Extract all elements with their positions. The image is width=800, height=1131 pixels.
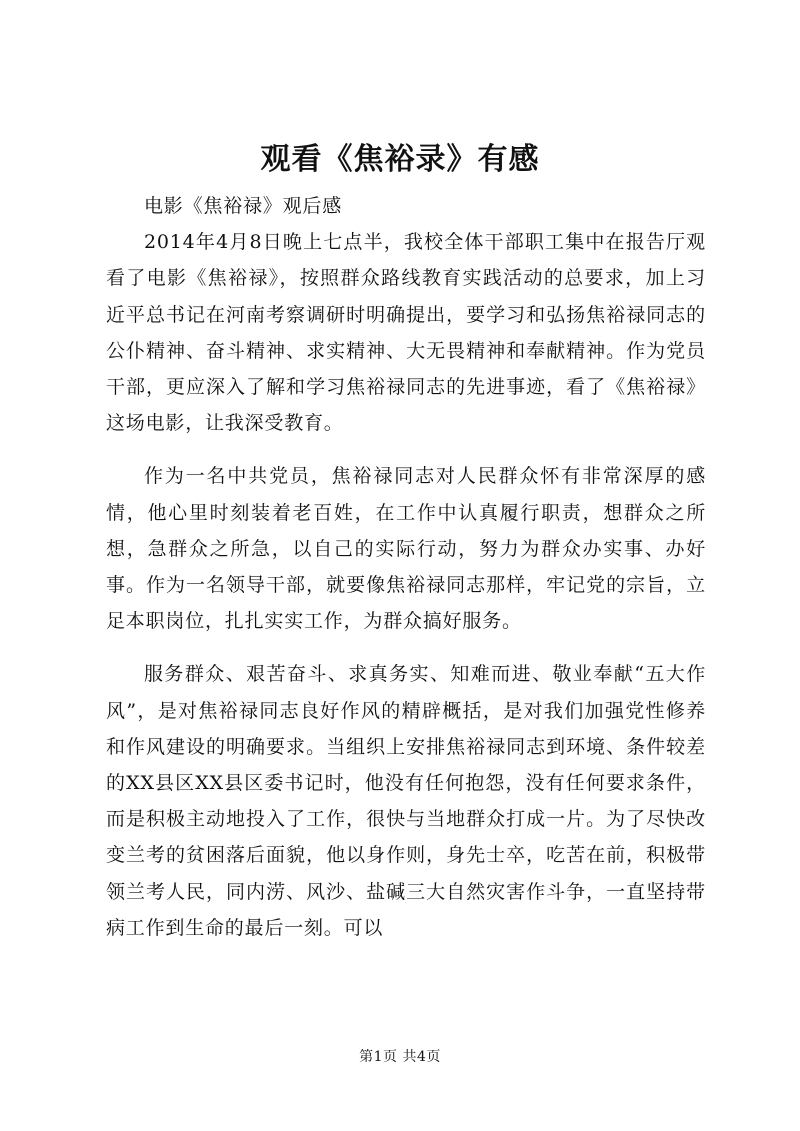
document-body [106,188,706,963]
paragraph-1: 2014年4月8日晚上七点半，我校全体干部职工集中在报告厅观看了电影《焦裕禄》，按照群众路线教育实践活动的总要求，加上习近平总书记在河南考察调研时明确提出，要学习和弘扬焦裕禄同志的公仆精神、奋斗精神、求实精神、大无畏精神和奉献精神。作为党员干部，更应深入了解和学习焦裕禄同志的先进事迹，看了《焦裕禄》这场电影，让我深受教育。 [106,231,706,435]
paragraph-3: 服务群众、艰苦奋斗、求真务实、知难而进、敬业奉献“五大作风”，是对焦裕禄同志良好作风的精辟概括，是对我们加强党性修养和作风建设的明确要求。当组织上安排焦裕禄同志到环境、条件较差的XX县区XX县区委书记时，他没有任何抱怨，没有任何要求条件，而是积极主动地投入了工作，很快与当地群众打成一片。为了尽快改变兰考的贫困落后面貌，他以身作则，身先士卒，吃苦在前，积极带领兰考人民，同内涝、风沙、盐碱三大自然灾害作斗争，一直坚持带病工作到生命的最后一刻。可以 [106,663,706,939]
page-footer: 第1页 共4页 [359,1049,441,1065]
document-title: 观看《焦裕录》有感 [260,142,540,177]
paragraph-2: 作为一名中共党员，焦裕禄同志对人民群众怀有非常深厚的感情，他心里时刻装着老百姓，在工作中认真履行职责，想群众之所想，急群众之所急，以自己的实际行动，努力为群众办实事、办好事。作为一名领导干部，就要像焦裕禄同志那样，牢记党的宗旨，立足本职岗位，扎扎实实工作，为群众搞好服务。 [106,465,706,633]
document-subtitle: 电影《焦裕禄》观后感 [144,195,343,217]
